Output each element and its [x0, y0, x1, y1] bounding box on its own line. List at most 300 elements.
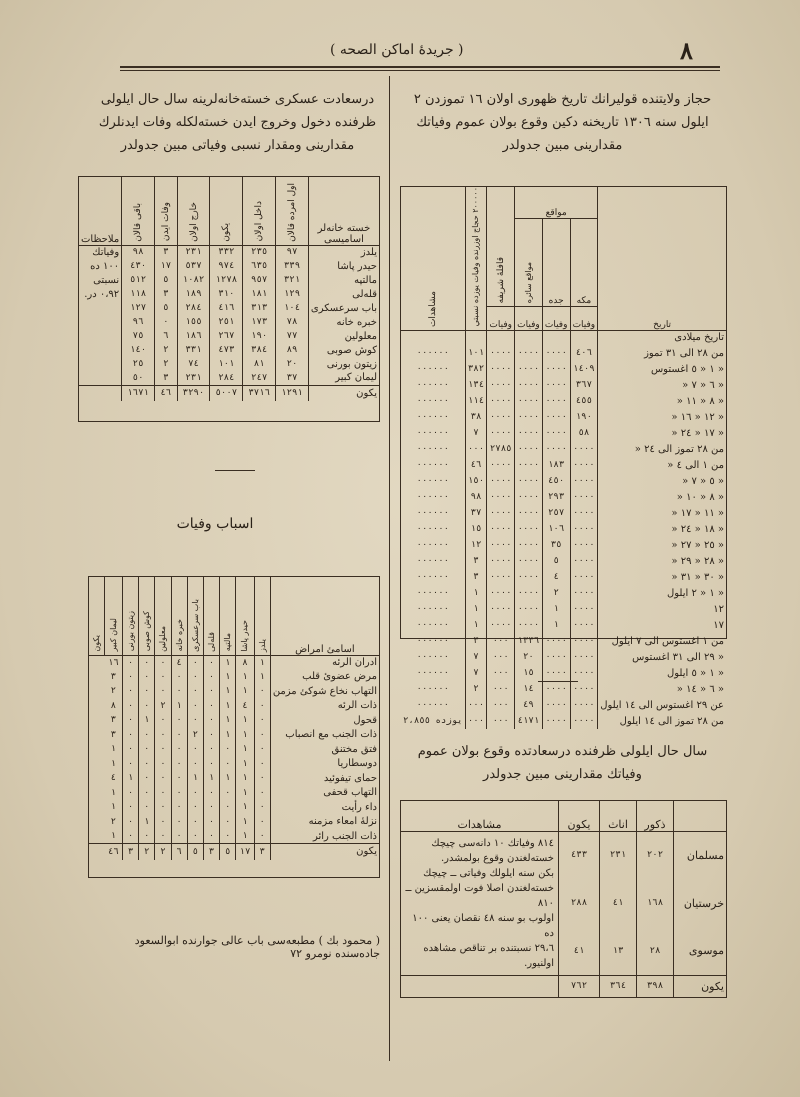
causes-of-death-table: [88, 576, 380, 878]
table-cell: ٠: [203, 829, 219, 844]
table-row: [401, 665, 726, 681]
col-header-other: مواقع سائره: [515, 218, 543, 306]
table-cell: ١٠٦: [542, 521, 570, 537]
table-cell: ٠٠٠٠: [515, 361, 543, 377]
table-cell: ٠٠٠٠٠٠: [416, 668, 450, 679]
table-cell: ١: [139, 815, 155, 830]
total-label: يكون: [674, 975, 727, 997]
row-disease: داء رأيت: [270, 800, 379, 815]
table-cell: ٠: [187, 800, 203, 815]
table-cell: ١: [465, 601, 487, 617]
row-hospital: مالتپه: [308, 273, 379, 287]
table-cell: ٠٠٠٠: [487, 393, 515, 409]
table-cell: ٠: [220, 800, 236, 815]
table-cell: ٠٠٠٠: [570, 521, 598, 537]
row-date: من ١ الى ٤ «: [598, 457, 726, 473]
table-row: [401, 425, 726, 441]
table-cell: ٠: [155, 670, 171, 685]
table-cell: ٠٠٠٠: [542, 681, 570, 697]
table-cell: ٠٠٠٠: [487, 553, 515, 569]
table-cell: ٠: [122, 786, 138, 801]
table-cell: ٠٠٠٠: [570, 553, 598, 569]
table-cell: ٠: [155, 757, 171, 772]
table-cell: ٣٧: [276, 371, 309, 385]
table-cell: ٠: [139, 742, 155, 757]
table-cell: ٠٠٠٠٠٠: [416, 700, 450, 711]
table-cell: ٠: [171, 815, 187, 830]
table-cell: ١٤: [515, 681, 543, 697]
table-cell: ٢٥: [122, 357, 155, 371]
col-header-mecca: مكه: [570, 218, 598, 306]
table-cell: ١: [254, 670, 270, 685]
table-cell: ٧٥: [122, 329, 155, 343]
table-cell: ١: [220, 728, 236, 743]
col-header-hospital-2: حيدر پاشا: [236, 577, 254, 655]
row-disease: فتق مختنق: [270, 742, 379, 757]
sub-deaths-1: وفيات: [570, 307, 598, 330]
row-disease: حماى تيفوئيد: [270, 771, 379, 786]
col-header-notes: مشاهدات: [401, 187, 465, 330]
table-cell: ١: [236, 713, 254, 728]
table-cell: ٠: [122, 829, 138, 844]
table-cell: ٠٠٠٠: [570, 665, 598, 681]
table-cell: ٠٠٠: [487, 713, 515, 729]
col-header-hospital-11: يكون: [89, 577, 105, 655]
table-cell: ٠: [122, 757, 138, 772]
table-cell: ١: [110, 831, 117, 841]
table-cell: ٠: [203, 655, 219, 670]
table-cell: ٢٤٧: [243, 371, 276, 385]
table-cell: ١٢: [465, 537, 487, 553]
table-cell: ١: [110, 802, 117, 813]
table-cell: ٧٨: [276, 315, 309, 329]
table-cell: ٠،٩٢ در.: [84, 288, 120, 300]
header-rule: [120, 66, 720, 68]
table-cell: ٤١٦: [210, 301, 243, 315]
left-intro: درسعادت عسكرى خسته‌خانه‌لرينه سال حال ايلولى ظرفنده دخول وخروج ايدن خسته‌لكله وفات ايدنلرك مقدارينى ومقدار نسبى وفياتى مبين جدولدر: [98, 92, 377, 153]
table-cell: ٣: [110, 715, 117, 726]
table-cell: ٠٠٠٠: [570, 569, 598, 585]
total-cell: ٢: [139, 844, 155, 860]
table-cell: ٠٠٠٠: [515, 425, 543, 441]
table-cell: ٠٠٠٠: [542, 345, 570, 361]
table-cell: ٠٠٠: [465, 713, 487, 729]
table-row: [401, 489, 726, 505]
header-rule-thin: [120, 70, 720, 71]
table-cell: ٣: [110, 671, 117, 682]
table-cell: ١٦: [107, 657, 119, 668]
table-cell: ٠: [220, 742, 236, 757]
table-cell: ٢: [187, 728, 203, 743]
table-cell: ٠٠٠: [487, 681, 515, 697]
table-cell: ٠٠٠٠٠٠: [416, 508, 450, 519]
table-cell: ٥١٢: [122, 273, 155, 287]
total-cell: ٥: [220, 844, 236, 860]
table-cell: ٤: [110, 773, 117, 784]
total-cell: ٣: [122, 844, 138, 860]
table-row: [79, 343, 379, 357]
table-row: [401, 681, 726, 697]
row-date: من ١ اغستوس الى ٧ ايلول: [598, 633, 726, 649]
table-cell: ٠: [254, 800, 270, 815]
total-cell: ١٧: [236, 844, 254, 860]
table-cell: ٠٠٠: [465, 697, 487, 713]
row-date: « ٢٩ الى ٣١ اغستوس: [598, 649, 726, 665]
table-row: [401, 537, 726, 553]
table-cell: ٧: [465, 649, 487, 665]
table-row: [401, 521, 726, 537]
table-cell: ٠: [254, 699, 270, 714]
col-header-disease: اسامئ امراض: [270, 577, 379, 655]
table-row: [89, 684, 379, 699]
table-cell: ٠: [139, 771, 155, 786]
total-cell: ٦: [171, 844, 187, 860]
table-cell: ٠٠٠٠: [570, 713, 598, 729]
table-cell: ٠: [122, 800, 138, 815]
table-cell: ٠٠٠٠٠٠: [416, 588, 450, 599]
table-cell: ١٨١: [243, 287, 276, 301]
table-cell: ١٠١: [210, 357, 243, 371]
istanbul-table-grid: ذكور اناث يكون مشاهدات مسلمان ٢٠٢ ٢٣١ ٤٣٣ ٨١٤ وفياتك ١٠ دانه‌سى چيچك خسته‌لغندن وقوع بولمشدر. بكن سنه ايلولك وفياتى ــ چيچك خسته‌لغندن اصلا فوت اولمقسزين ــ ٨١٠ اولوب بو سنه ٤٨ نقصان يعنى ١٠٠ ده ٢٩،٦ نسبتنده بر تناقص مشاهده اولنيور. خرستيان ١٦٨ ٤١ ٢٨٨ موسوى ٢٨ ١٣ ٤١ يكون ٣٩٨ ٣٦٤ ٧٦٢: [401, 801, 726, 997]
table-cell: ٠٠٠٠: [515, 377, 543, 393]
table-cell: ٠٠٠٠٠٠: [416, 428, 450, 439]
table-cell: ٧: [465, 665, 487, 681]
table-cell: ٧٧: [276, 329, 309, 343]
table-cell: ٠: [203, 684, 219, 699]
col-header-hospital-8: كوش صوبى: [139, 577, 155, 655]
table-cell: ٠٠٠٠٠٠: [416, 556, 450, 567]
table-cell: ٢: [110, 816, 117, 827]
table-cell: ٤٩: [515, 697, 543, 713]
table-cell: ٠٠٠٠: [542, 697, 570, 713]
table-cell: ٠٠٠٠٠٠: [416, 636, 450, 647]
causes-title: اسباب وفيات: [176, 516, 254, 532]
table-cell: ٠: [171, 757, 187, 772]
table-cell: ٤٥٠: [542, 473, 570, 489]
col-header-group-places: مواقع: [515, 187, 598, 218]
table-cell: ١: [236, 728, 254, 743]
table-cell: ٠: [139, 655, 155, 670]
total-cell: ٤٦: [107, 846, 119, 857]
table-row: [401, 409, 726, 425]
table-cell: ٥: [155, 301, 178, 315]
table-cell: ٠: [220, 757, 236, 772]
table-cell: ٠٠٠٠٠٠: [416, 572, 450, 583]
table-cell: ٠: [203, 742, 219, 757]
table-cell: ٠: [139, 786, 155, 801]
table-cell: ٠: [187, 670, 203, 685]
table-row: [89, 713, 379, 728]
table-cell: ٠٠٠٠: [487, 377, 515, 393]
table-cell: ١٧٣: [243, 315, 276, 329]
table-cell: ٤: [236, 699, 254, 714]
table-row: [401, 617, 726, 633]
table-cell: ٤٥٥: [570, 393, 598, 409]
table-cell: ٢٣٥: [243, 245, 276, 259]
table-cell: ١: [236, 757, 254, 772]
table-cell: ٠: [203, 670, 219, 685]
table-cell: ٠٠٠٠٠٠: [416, 540, 450, 551]
row-label-muslim: مسلمان: [674, 831, 727, 879]
table-cell: ٠: [155, 315, 178, 329]
table-cell: [79, 329, 122, 343]
table-cell: ١: [110, 758, 117, 769]
table-row: [79, 315, 379, 329]
row-date: عن ٢٩ اغستوس الى ١٤ ايلول: [598, 697, 726, 713]
table-cell: ٠٠٠: [487, 697, 515, 713]
table-cell: ١٥: [465, 521, 487, 537]
table-row: [79, 259, 379, 273]
table-cell: ٠: [203, 757, 219, 772]
table-cell: ٠٠٠٠: [542, 409, 570, 425]
col-header-observations: مشاهدات: [401, 801, 559, 831]
table-cell: ٣٢١: [276, 273, 309, 287]
table-cell: ١٥٠: [465, 473, 487, 489]
row-disease: ذات الجنب رائر: [270, 829, 379, 844]
table-cell: [79, 301, 122, 315]
table-cell: ٣١٠: [210, 287, 243, 301]
table-cell: ١: [542, 601, 570, 617]
row-date: « ١٨ « ٢٤ «: [598, 521, 726, 537]
table-cell: ٢٥١: [210, 315, 243, 329]
table-cell: ٤٦: [465, 457, 487, 473]
column-divider: [389, 76, 390, 1061]
row-date: « ١ « ٥ ايلول: [598, 665, 726, 681]
table-cell: ٣٣١: [177, 343, 210, 357]
table-cell: ٣: [465, 569, 487, 585]
table-cell: ٢٥٧: [542, 505, 570, 521]
table-row: [79, 371, 379, 385]
table-cell: ٠٠٠٠: [542, 633, 570, 649]
table-row: [79, 245, 379, 259]
table-cell: ٠٠٠٠٠٠: [416, 364, 450, 375]
table-cell: ٠٠٠٠: [487, 505, 515, 521]
table-cell: ٠٠٠٠٠٠: [416, 460, 450, 471]
table-row: [401, 553, 726, 569]
table-cell: ٠: [155, 771, 171, 786]
table-row: [79, 357, 379, 371]
row-date: « ٦ « ١٤ «: [598, 681, 726, 697]
table-row: [79, 273, 379, 287]
total-cell: ٣: [254, 844, 270, 860]
row-date: « ١٧ « ٢٤ «: [598, 425, 726, 441]
table-cell: [79, 315, 122, 329]
col-header-female: اناث: [600, 801, 637, 831]
table-cell: ٣٣٩: [276, 259, 309, 273]
table-cell: ١٤٠: [122, 343, 155, 357]
table-cell: ٠: [139, 670, 155, 685]
col-header-hospital-3: مالتپه: [220, 577, 236, 655]
table-cell: ١٣٤: [465, 377, 487, 393]
table-cell: ٠٠٠٠: [515, 505, 543, 521]
table-cell: ٠: [155, 786, 171, 801]
row-label-jewish: موسوى: [674, 927, 727, 975]
table-cell: ٢٧٨٥: [487, 441, 515, 457]
istanbul-deaths-table: [400, 800, 727, 998]
table-row: [401, 713, 726, 729]
table-cell: ٠: [254, 728, 270, 743]
row-disease: قحول: [270, 713, 379, 728]
row-date: « ٣٠ « ٣١ «: [598, 569, 726, 585]
table-cell: ٠٠٠٠: [515, 345, 543, 361]
table-cell: ١: [236, 670, 254, 685]
table-cell: ٠٠٠٠٠٠: [416, 524, 450, 535]
table-cell: ٠: [155, 742, 171, 757]
table-cell: ٠: [220, 786, 236, 801]
table-cell: ١: [220, 713, 236, 728]
col-header-remarks: ملاحظات: [79, 177, 122, 245]
table-cell: ١: [110, 744, 117, 755]
table-cell: ١٠٤: [276, 301, 309, 315]
col-header-hospital-9: زيتون بورنى: [122, 577, 138, 655]
col-header-total: يكون: [559, 801, 600, 831]
table-cell: ٠٠٠٠: [542, 441, 570, 457]
col-header-hospital-4: قله‌لى: [203, 577, 219, 655]
table-cell: ٤٠٦: [570, 345, 598, 361]
hospitals-table-grid: خسته خانه‌لر اسامیسی اول امرده قالان داخل اولان يكون خارج اولان وفات ايدن باقى قالان ملاحظات يلدز ٩٧ ٢٣٥ ٣٣٢ ٢٣١ ٣ ٩٨ وفياتك حيدر پاشا ٣٣٩ ٦٣٥ ٩٧٤ ٥٣٧ ١٧ ٤٣٠ ١٠٠ ده مالتپه ٣٢١ ٩٥٧ ١٢٧٨ ١٠٨٢ ٥ ٥١٢ نسبتى قله‌لى ١٢٩ ١٨١ ٣١٠ ١٨٩ ٣ ١١٨ ٠،٩٢ در. باب سرعسكرى ١٠٤ ٣١٣ ٤١٦ ٢٨٤ ٥ ١٢٧ خبره خانه ٧٨ ١٧٣ ٢٥١ ١٥٥ ٠ ٩٦ معلولين ٧٧ ١٩٠ ٢٦٧ ١٨٦ ٦ ٧٥ كوش صوبى ٨٩ ٣٨٤ ٤٧٣ ٣٣١ ٢ ١٤٠ زيتون بورنى ٢٠ ٨١ ١٠١ ٧٤ ٢ ٢٥ ليمان كبير ٣٧ ٢٤٧ ٢٨٤ ٢٣١ ٣ ٥٠ يكون ١٢٩١ ٣٧١٦ ٥٠٠٧ ٣٢٩٠ ٤٦ ١٦٧١: [79, 177, 379, 401]
table-cell: ١: [139, 713, 155, 728]
table-cell: ٠٠٠٠: [487, 473, 515, 489]
table-cell: ١: [220, 771, 236, 786]
table-cell: ٠: [220, 829, 236, 844]
table-cell: ١: [203, 771, 219, 786]
table-row: [401, 697, 726, 713]
row-disease: ذات الرئه: [270, 699, 379, 714]
table-cell: ١: [187, 771, 203, 786]
table-cell: ٦٣٥: [243, 259, 276, 273]
row-date: « ١ « ٥ اغستوس: [598, 361, 726, 377]
table-row: [401, 633, 726, 649]
table-cell: ٠٠٠٠: [515, 489, 543, 505]
page-number: ٨: [680, 36, 693, 65]
table-row: [401, 345, 726, 361]
table-cell: ٠: [187, 742, 203, 757]
table-cell: ٠٠٠٠: [570, 649, 598, 665]
table-cell: ٠٠٠: [487, 633, 515, 649]
table-cell: ١: [220, 699, 236, 714]
table-cell: ٣٨: [465, 409, 487, 425]
table-cell: ٤٧٣: [210, 343, 243, 357]
table-cell: ٠٠٠٠: [515, 585, 543, 601]
table-cell: ٠٠٠٠: [487, 489, 515, 505]
table-cell: ٠٠٠٠: [515, 441, 543, 457]
row-date: من ٢٨ الى ٣١ تموز: [598, 345, 726, 361]
observation-notes: ٨١٤ وفياتك ١٠ دانه‌سى چيچك خسته‌لغندن وقوع بولمشدر. بكن سنه ايلولك وفياتى ــ چيچك خسته‌لغندن اصلا فوت اولمقسزين ــ ٨١٠ اولوب بو سنه ٤٨ نقصان يعنى ١٠٠ ده ٢٩،٦ نسبتنده بر تناقص مشاهده اولنيور.: [405, 837, 554, 969]
table-cell: ٠٠٠٠٠٠: [416, 684, 450, 695]
col-header-hospital: خسته خانه‌لر اسامیسی: [308, 177, 379, 245]
table-cell: ٠: [171, 713, 187, 728]
table-cell: ٠٠٠٠٠٠: [416, 396, 450, 407]
table-cell: ٠٠٠٠: [570, 617, 598, 633]
table-cell: ٠٠٠٠: [487, 409, 515, 425]
table-cell: ٠: [203, 800, 219, 815]
table-cell: ٠: [139, 728, 155, 743]
table-cell: وفياتك: [92, 246, 120, 258]
row-date: من ٢٨ تموز الى ١٤ ايلول: [598, 713, 726, 729]
table-row: [89, 786, 379, 801]
total-cell: ٣٧١٦: [243, 385, 276, 401]
table-cell: ٠: [203, 815, 219, 830]
table-cell: ٠: [155, 829, 171, 844]
table-cell: ٢٠: [515, 649, 543, 665]
col-header-date: تاريخ: [598, 187, 726, 330]
hejaz-deaths-table: [400, 186, 727, 727]
table-cell: ٠٠٠٠: [515, 393, 543, 409]
table-cell: ٠٠٠٠: [542, 649, 570, 665]
table-cell: ٢٩٣: [542, 489, 570, 505]
table-cell: ٩٥٧: [243, 273, 276, 287]
table-cell: ٢٣١: [177, 245, 210, 259]
table-cell: ٣٧: [465, 505, 487, 521]
table-cell: ٠٠٠٠: [515, 409, 543, 425]
table-cell: يوزده ٢،٨٥٥: [403, 716, 463, 727]
table-cell: ١٥: [515, 665, 543, 681]
table-cell: ٠٠٠٠: [542, 665, 570, 681]
table-cell: ٠٠٠٠: [487, 361, 515, 377]
table-cell: ٠٠٠٠: [570, 585, 598, 601]
table-cell: ٠٠٠٠: [487, 569, 515, 585]
table-cell: ١٨٦: [177, 329, 210, 343]
table-cell: ٣٣٢: [210, 245, 243, 259]
table-cell: ٢: [155, 357, 178, 371]
table-row: [401, 649, 726, 665]
table-cell: ٠: [203, 713, 219, 728]
row-date: « ١١ « ١٧ «: [598, 505, 726, 521]
table-cell: ٠٠٠٠٠٠: [416, 492, 450, 503]
table-row: [401, 361, 726, 377]
table-row: [89, 771, 379, 786]
row-disease: التهاب نخاع شوكئ مزمن: [270, 684, 379, 699]
total-cell: ٤٦: [155, 385, 178, 401]
table-cell: ٥٣٧: [177, 259, 210, 273]
right-intro: حجاز ولايتنده قوليرانك تاريخ ظهورى اولان ١٦ تموزدن ٢ ايلول سنه ١٣٠٦ تاريخنه دكين وقوع بولان عموم وفياتك مقدارينى مبين جدولدر: [413, 92, 712, 153]
table-cell: ٠: [139, 684, 155, 699]
table-cell: ٠٠٠٠٠٠: [416, 412, 450, 423]
table-cell: ٠: [254, 742, 270, 757]
table-cell: ٢: [155, 343, 178, 357]
table-cell: ١: [236, 800, 254, 815]
table-cell: ١: [236, 684, 254, 699]
table-cell: ٣٨٤: [243, 343, 276, 357]
table-cell: ٩٧٤: [210, 259, 243, 273]
table-cell: ١٢٧: [122, 301, 155, 315]
table-cell: ٣٥: [542, 537, 570, 553]
table-cell: ٠٠٠٠٠٠: [416, 652, 450, 663]
col-header-hospital-10: ليمان كبير: [105, 577, 123, 655]
table-row: [89, 655, 379, 670]
hejaz-table-grid: [401, 187, 726, 729]
total-label: يكون: [308, 385, 379, 401]
table-cell: نسبتى: [93, 274, 120, 286]
table-cell: ٨١: [243, 357, 276, 371]
table-cell: ٠: [171, 786, 187, 801]
row-date: ١٢: [598, 601, 726, 617]
table-cell: ١: [220, 655, 236, 670]
table-cell: ١٣٣٦: [515, 633, 543, 649]
table-cell: ٠: [155, 728, 171, 743]
table-cell: ٠: [155, 655, 171, 670]
table-cell: ٥: [155, 273, 178, 287]
separator-left: [215, 470, 255, 471]
table-cell: ٠: [139, 757, 155, 772]
table-cell: ٠٠٠٠: [570, 537, 598, 553]
table-cell: ٠٠٠٠: [542, 713, 570, 729]
table-cell: ٣: [155, 245, 178, 259]
table-cell: ٩٧: [276, 245, 309, 259]
table-cell: ٠: [122, 742, 138, 757]
table-cell: ١٨٩: [177, 287, 210, 301]
table-row: [89, 728, 379, 743]
